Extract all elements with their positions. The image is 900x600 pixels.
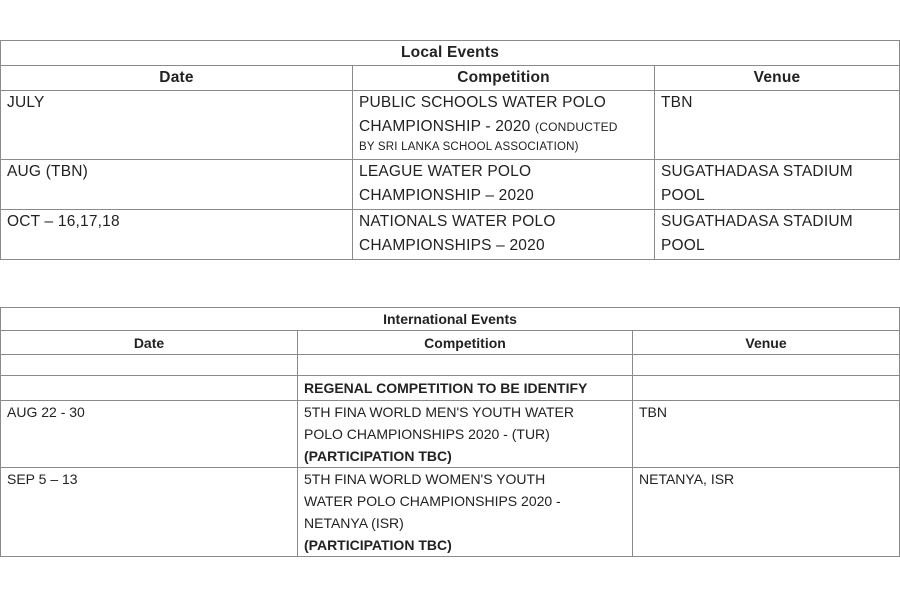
international-events-table bbox=[0, 307, 900, 557]
participation-note: (PARTICIPATION TBC) bbox=[304, 448, 452, 464]
event-competition: LEAGUE WATER POLO CHAMPIONSHIP – 2020 bbox=[353, 160, 655, 210]
event-competition: NATIONALS WATER POLO CHAMPIONSHIPS – 2020 bbox=[353, 210, 655, 260]
event-date: SEP 5 – 13 bbox=[1, 468, 298, 557]
event-venue: NETANYA, ISR bbox=[633, 468, 900, 557]
column-header-venue: Venue bbox=[633, 331, 900, 355]
event-venue: SUGATHADASA STADIUM POOL bbox=[655, 210, 900, 260]
event-competition: 5TH FINA WORLD WOMEN'S YOUTH WATER POLO CHAMPIONSHIPS 2020 - NETANYA (ISR) (PARTICIPATION TBC) bbox=[298, 468, 633, 557]
table-row bbox=[1, 210, 900, 260]
table-row bbox=[1, 401, 900, 468]
event-venue: TBN bbox=[655, 91, 900, 160]
event-venue: SUGATHADASA STADIUM POOL bbox=[655, 160, 900, 210]
table-row bbox=[1, 376, 900, 401]
event-competition: 5TH FINA WORLD MEN'S YOUTH WATER POLO CHAMPIONSHIPS 2020 - (TUR) (PARTICIPATION TBC) bbox=[298, 401, 633, 468]
column-header-competition: Competition bbox=[298, 331, 633, 355]
event-competition: PUBLIC SCHOOLS WATER POLO CHAMPIONSHIP - 2020 (CONDUCTED BY SRI LANKA SCHOOL ASSOCIATION) bbox=[353, 91, 655, 160]
blank-row bbox=[1, 355, 900, 376]
event-venue: TBN bbox=[633, 401, 900, 468]
event-date: OCT – 16,17,18 bbox=[1, 210, 353, 260]
local-events-title: Local Events bbox=[1, 41, 900, 66]
table-row bbox=[1, 91, 900, 160]
table-row bbox=[1, 160, 900, 210]
regional-competition-note: REGENAL COMPETITION TO BE IDENTIFY bbox=[298, 376, 633, 401]
column-header-date: Date bbox=[1, 331, 298, 355]
event-date: AUG 22 - 30 bbox=[1, 401, 298, 468]
event-date: AUG (TBN) bbox=[1, 160, 353, 210]
participation-note: (PARTICIPATION TBC) bbox=[304, 537, 452, 553]
event-date: JULY bbox=[1, 91, 353, 160]
international-events-title: International Events bbox=[1, 308, 900, 331]
column-header-competition: Competition bbox=[353, 66, 655, 91]
column-header-date: Date bbox=[1, 66, 353, 91]
column-header-venue: Venue bbox=[655, 66, 900, 91]
local-events-table bbox=[0, 40, 900, 260]
table-row bbox=[1, 468, 900, 557]
